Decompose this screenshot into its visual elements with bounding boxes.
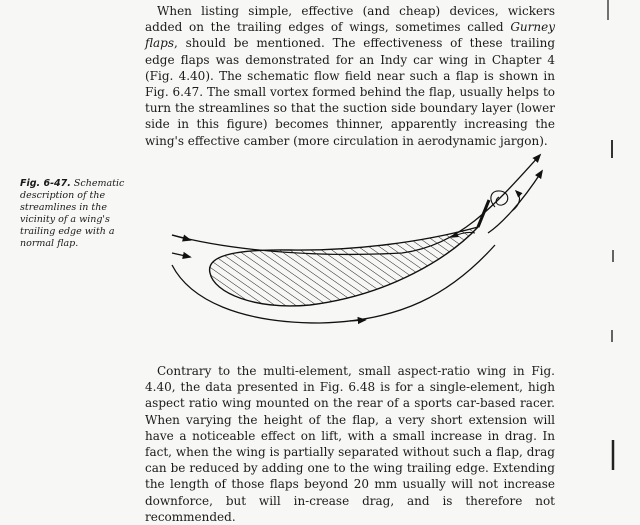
paragraph-text: Contrary to the multi-element, small aspect-ratio wing in Fig. 4.40, the data presented in Fig. 6.48 is for a single-element, high aspect ratio wing mounted on the rear of a sports car-based racer. When varying the height of the flap, a very short extension will have a noticeable effect on lift, with a small increase in drag. In fact, when the wing is partially separated without such a flap, drag can be reduced by adding one to the wing trailing edge. Extending the length of those flaps beyond 20 mm usually will not increase downforce, but will in-crease drag, and is therefore not recommended.	[145, 364, 555, 524]
paragraph-text: When listing simple, effective (and cheap) devices, wickers added on the trailing edges of wings, sometimes called	[145, 4, 555, 35]
paragraph-text: , should be mentioned. The effectiveness of these trailing edge flaps was demonstrated for an Indy car wing in Chapter 4 (Fig. 4.40). The schematic flow field near such a flap is shown in Fig. 6.47. The small vortex formed behind the flap, usually helps to turn the streamlines so that the suction side boundary layer (lower side in this figure) becomes thinner, apparently increasing the wing's effective camber (more circulation in aerodynamic jargon).	[145, 36, 555, 148]
emphasis-gurney-flaps: Gurney flaps	[145, 20, 555, 51]
figure-label: Fig. 6-47.	[20, 178, 71, 189]
caption-text: Schematic description of the streamlines in the vicinity of a wing's trailing edge with a normal flap.	[20, 178, 125, 249]
